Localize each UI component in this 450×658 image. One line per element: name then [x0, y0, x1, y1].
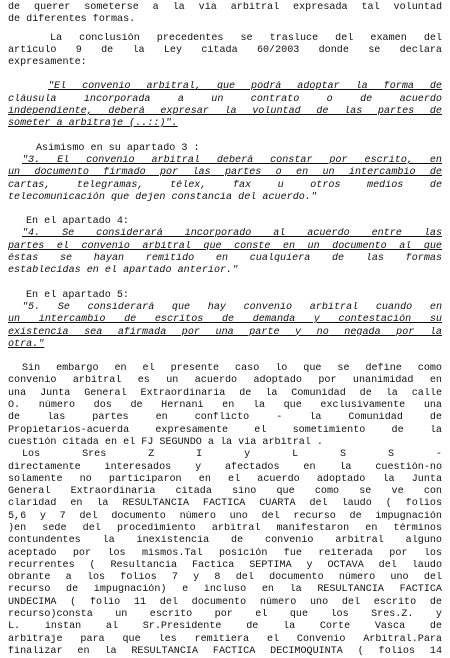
quote-line: existencia sea afirmada por una parte y no negada por la — [8, 326, 442, 338]
quote-line: otra." — [8, 338, 45, 350]
paragraph-gap — [8, 351, 442, 363]
quote-line: "4. Se considerará incorporado al acuerdo entre las — [22, 228, 442, 240]
quote-line: partes el convenio arbitral que conste en un documento al que — [8, 240, 442, 252]
paragraph-gap — [8, 131, 442, 143]
quote-apartado-5 — [8, 302, 442, 351]
text-line: Propietarios-acuerda expresamente el sometimiento de la — [8, 424, 442, 436]
text-line: Los Sres Z I y L S S - — [22, 449, 442, 461]
quote-line: someter a arbitraje (..::)". — [8, 118, 178, 130]
text-line: En el apartado 5: — [26, 289, 129, 301]
text-line: solamente no participaron en el acuerdo adoptado la Junta — [8, 473, 442, 485]
text-line: directamente interesados y afectados en la cuestión-no — [8, 461, 442, 473]
text-line: Asimismo en su apartado 3 : — [36, 142, 200, 154]
text-line: recurso de impugnación) e incluso en la RESULTANCIA FACTICA — [8, 584, 442, 596]
paragraph-gap — [8, 204, 442, 216]
text-line: )en sede del procedimiento arbitral manifestaron en términos — [8, 522, 442, 534]
text-line: contundentes la inexistencia de convenio arbitral alguno — [8, 535, 442, 547]
text-line: Sin embargo en el presente caso lo que se define como — [22, 363, 442, 375]
quote-apartado-3 — [8, 155, 442, 204]
quote-line: un documento firmado por las partes o en un intercambio de — [8, 167, 442, 179]
text-line: General Extraordinaria citada sino que como se ve con — [8, 486, 442, 498]
text-line: O. número dos de Hernani en la que exclusivamente una — [8, 400, 442, 412]
quote-line: "5. Se considerará que hay convenio arbitral cuando en — [22, 301, 442, 313]
text-line: convenio arbitral es un acuerdo adoptado por unanimidad en — [8, 375, 442, 387]
text-line: arbitraje para que les remitiera el Convenio Arbitral.Para — [8, 633, 442, 645]
text-line: UNDECIMA ( folio 11 del documento número uno del escrito de — [8, 596, 442, 608]
text-line: 5,6 y 7 del documento número uno del recurso de impugnación — [8, 510, 442, 522]
text-line: de las partes en conflicto - la Comunidad de — [8, 412, 442, 424]
text-line: finalizar en la RESULTANCIA FACTICA DECIMOQUINTA ( folios 14 — [8, 645, 442, 657]
text-line: L. instan al Sr.Presidente de la Corte Vasca de — [8, 621, 442, 633]
text-line: una Junta General Extraordinaria de la Comunidad de la calle — [8, 387, 442, 399]
quote-line: "El convenio arbitral, que podrá adoptar la forma de — [48, 81, 442, 93]
text-line: recurso)consta un escrito por el que los Sres.Z. y — [8, 609, 442, 621]
quote-line: un intercambio de escritos de demanda y contestación su — [8, 314, 442, 326]
text-line: cuestión citada en el FJ SEGUNDO a la vía arbitral . — [8, 436, 323, 448]
text-line: aceptado por los mismos.Tal posición fue reiterada por los — [8, 547, 442, 559]
quote-article-9 — [8, 81, 442, 130]
quote-line: "3. El convenio arbitral deberá constar por escrito, en — [22, 154, 442, 166]
quote-line: establecidas en el apartado anterior." — [8, 265, 239, 277]
quote-line: cláusula incorporada a un contrato o de acuerdo — [8, 93, 442, 105]
text-line: de querer someterse a la vía arbitral expresada tal voluntad — [8, 2, 442, 13]
text-line: claridad en la RESULTANCIA FACTICA CUARTA del laudo ( folios — [8, 498, 442, 510]
text-line: En el apartado 4: — [26, 216, 129, 228]
text-line: de diferentes formas. — [8, 14, 136, 26]
paragraph-gap — [8, 278, 442, 290]
quote-apartado-4 — [8, 228, 442, 277]
paragraph-gap — [8, 69, 442, 81]
text-line: artículo 9 de la Ley citada 60/2003 donde se declara — [8, 44, 442, 56]
text-line: expresamente: — [8, 57, 87, 69]
quote-line: cartas, telegramas, télex, fax u otros medios de — [8, 179, 442, 191]
text-line: recurrentes ( Resultancia Factica SEPTIMA y OCTAVA del laudo — [8, 559, 442, 571]
text-line: La conclusión precedentes se trasluce del examen del — [50, 32, 442, 44]
quote-line: telecomunicación que dejen constancia del acuerdo." — [8, 191, 317, 203]
text-line: obrante a los folios 7 y 8 del documento número uno del — [8, 572, 442, 584]
quote-line: independiente, deberá expresar la voluntad de las partes de — [8, 106, 442, 118]
quote-line: éstas se hayan remitido en cualquiera de las formas — [8, 253, 442, 265]
